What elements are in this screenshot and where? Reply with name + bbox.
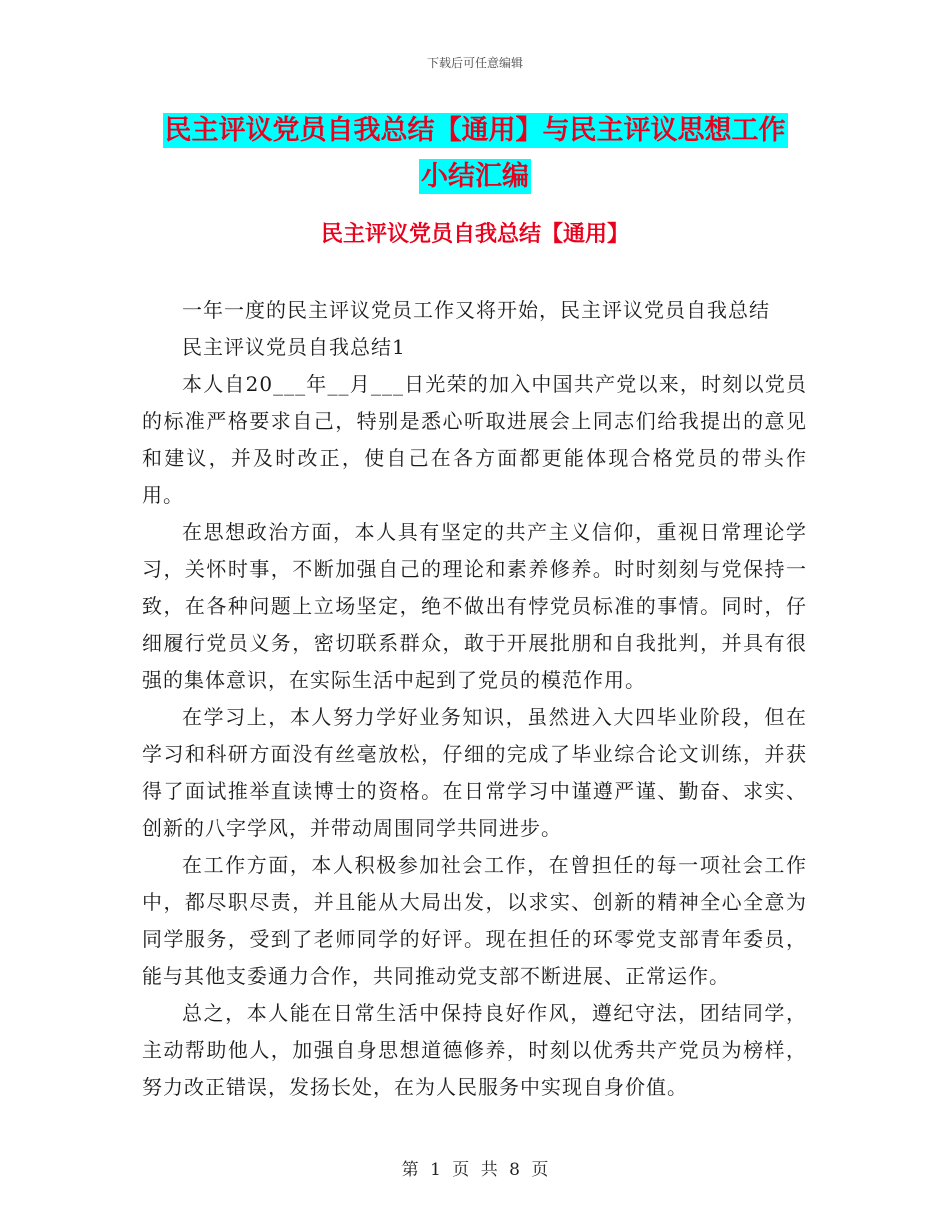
paragraph: 在思想政治方面，本人具有坚定的共产主义信仰，重视日常理论学习，关怀时事，不断加强自己的理论和素养修养。时时刻刻与党保持一致，在各种问题上立场坚定，绝不做出有悖党员标准的事情。同时，仔细履行党员义务，密切联系群众，敢于开展批朋和自我批判，并具有很强的集体意识，在实际生活中起到了党员的模范作用。 [142, 520, 807, 692]
document-title [130, 108, 820, 200]
document-title-line2: 小结汇编 [421, 161, 529, 192]
paragraph: 在工作方面，本人积极参加社会工作，在曾担任的每一项社会工作中，都尽职尽责，并且能从大局出发，以求实、创新的精神全心全意为同学服务，受到了老师同学的好评。现在担任的环零党支部青年委员，能与其他支委通力合作，共同推动党支部不断进展、正常运作。 [142, 853, 807, 988]
document-title-line1: 民主评议党员自我总结【通用】与民主评议思想工作 [164, 115, 786, 146]
paragraph: 在学习上，本人努力学好业务知识，虽然进入大四毕业阶段，但在学习和科研方面没有丝毫放松，仔细的完成了毕业综合论文训练，并获得了面试推举直读博士的资格。在日常学习中谨遵严谨、勤奋、求实、创新的八字学风，并带动周围同学共同进步。 [142, 705, 807, 840]
header-note: 下载后可任意编辑 [426, 56, 523, 70]
paragraph: 一年一度的民主评议党员工作又将开始，民主评议党员自我总结 [182, 298, 770, 322]
paragraph: 本人自20___年__月___日光荣的加入中国共产党以来，时刻以党员的标准严格要求自己，特别是悉心听取进展会上同志们给我提出的意见和建议，并及时改正，使自己在各方面都更能体现合格党员的带头作用。 [142, 372, 807, 507]
paragraph: 总之，本人能在日常生活中保持良好作风，遵纪守法，团结同学，主动帮助他人，加强自身思想道德修养，时刻以优秀共产党员为榜样，努力改正错误，发扬长处，在为人民服务中实现自身价值。 [142, 1001, 807, 1099]
page-footer: 第 1 页 共 8 页 [401, 1160, 549, 1180]
section-title: 民主评议党员自我总结【通用】 [320, 221, 629, 247]
paragraph: 民主评议党员自我总结1 [182, 335, 406, 359]
body-text [142, 292, 807, 1106]
